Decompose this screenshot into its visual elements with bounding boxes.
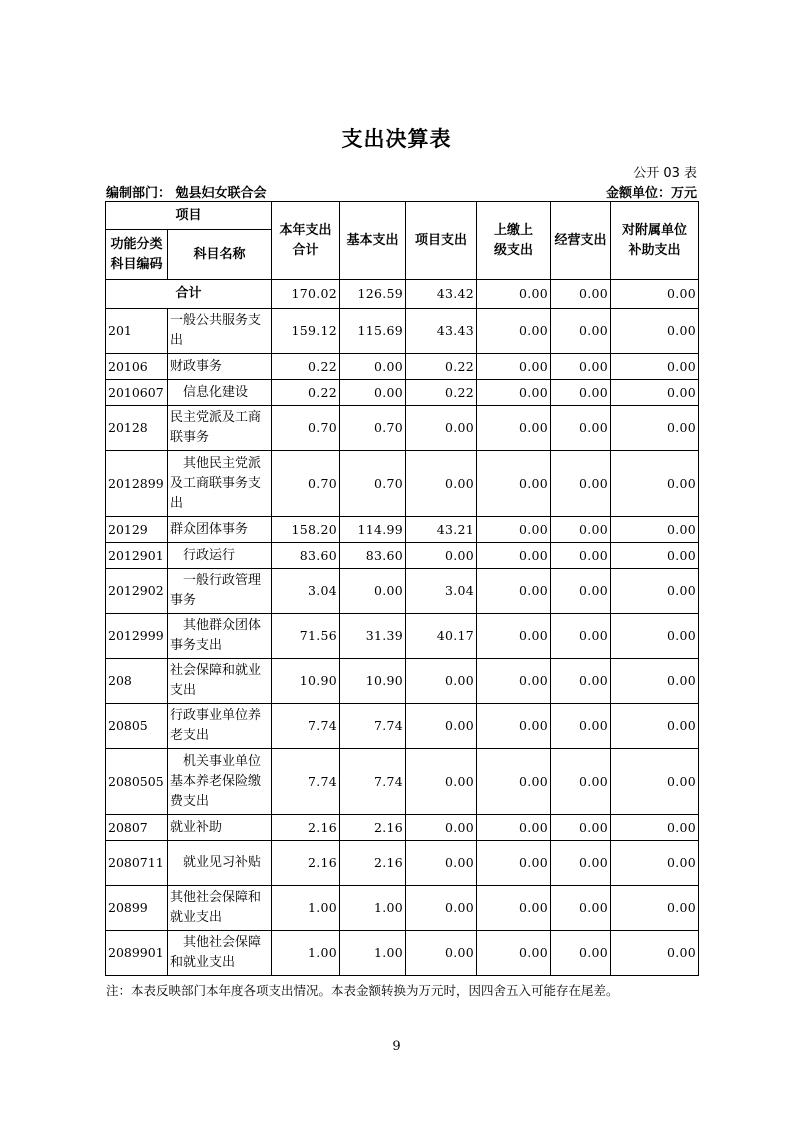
row-business: 0.00 — [551, 354, 611, 380]
row-basic: 0.00 — [340, 569, 406, 614]
row-name: 就业补助 — [168, 815, 272, 841]
row-remit: 0.00 — [477, 569, 551, 614]
row-project: 0.00 — [406, 886, 477, 931]
row-business: 0.00 — [551, 517, 611, 543]
row-subsidy: 0.00 — [611, 614, 699, 659]
row-project: 0.00 — [406, 841, 477, 886]
header-name: 科目名称 — [168, 230, 272, 280]
row-name: 信息化建设 — [168, 380, 272, 406]
total-label: 合计 — [106, 280, 272, 309]
row-total: 0.70 — [272, 451, 340, 517]
row-project: 0.00 — [406, 815, 477, 841]
table-row — [106, 659, 699, 704]
row-subsidy: 0.00 — [611, 354, 699, 380]
row-name: 行政事业单位养老支出 — [168, 704, 272, 749]
row-name: 社会保障和就业支出 — [168, 659, 272, 704]
table-row — [106, 380, 699, 406]
row-code: 20805 — [106, 704, 168, 749]
row-remit: 0.00 — [477, 354, 551, 380]
total-project: 43.42 — [406, 280, 477, 309]
row-basic: 115.69 — [340, 309, 406, 354]
row-business: 0.00 — [551, 569, 611, 614]
row-code: 20129 — [106, 517, 168, 543]
row-name: 一般行政管理事务 — [168, 569, 272, 614]
header-subsidy: 对附属单位补助支出 — [611, 202, 699, 280]
row-remit: 0.00 — [477, 614, 551, 659]
row-name: 其他群众团体事务支出 — [168, 614, 272, 659]
row-business: 0.00 — [551, 406, 611, 451]
amount-unit: 金额单位：万元 — [605, 186, 697, 201]
row-business: 0.00 — [551, 841, 611, 886]
row-business: 0.00 — [551, 543, 611, 569]
row-code: 20106 — [106, 354, 168, 380]
row-name: 行政运行 — [168, 543, 272, 569]
row-subsidy: 0.00 — [611, 451, 699, 517]
table-row — [106, 841, 699, 886]
row-project: 0.00 — [406, 704, 477, 749]
row-total: 7.74 — [272, 704, 340, 749]
row-code: 20807 — [106, 815, 168, 841]
header-item: 项目 — [106, 202, 272, 230]
row-basic: 0.70 — [340, 406, 406, 451]
table-row — [106, 614, 699, 659]
table-row — [106, 749, 699, 815]
form-number: 公开 03 表 — [633, 166, 697, 181]
page-number: 9 — [392, 1039, 401, 1054]
row-total: 10.90 — [272, 659, 340, 704]
row-basic: 0.00 — [340, 380, 406, 406]
row-project: 0.22 — [406, 380, 477, 406]
row-remit: 0.00 — [477, 309, 551, 354]
table-row — [106, 406, 699, 451]
row-basic: 114.99 — [340, 517, 406, 543]
total-amount: 170.02 — [272, 280, 340, 309]
row-remit: 0.00 — [477, 815, 551, 841]
row-code: 201 — [106, 309, 168, 354]
row-basic: 2.16 — [340, 841, 406, 886]
row-business: 0.00 — [551, 931, 611, 976]
row-name: 群众团体事务 — [168, 517, 272, 543]
row-project: 0.00 — [406, 659, 477, 704]
row-project: 0.00 — [406, 749, 477, 815]
row-total: 1.00 — [272, 886, 340, 931]
row-code: 2080711 — [106, 841, 168, 886]
row-basic: 7.74 — [340, 704, 406, 749]
row-project: 0.00 — [406, 406, 477, 451]
row-business: 0.00 — [551, 704, 611, 749]
row-remit: 0.00 — [477, 704, 551, 749]
page-title: 支出决算表 — [341, 127, 452, 151]
total-remit: 0.00 — [477, 280, 551, 309]
row-total: 0.22 — [272, 380, 340, 406]
row-name: 其他民主党派及工商联事务支出 — [168, 451, 272, 517]
row-name: 机关事业单位基本养老保险缴费支出 — [168, 749, 272, 815]
row-basic: 1.00 — [340, 886, 406, 931]
row-project: 0.00 — [406, 451, 477, 517]
row-project: 40.17 — [406, 614, 477, 659]
row-business: 0.00 — [551, 749, 611, 815]
row-business: 0.00 — [551, 659, 611, 704]
row-basic: 83.60 — [340, 543, 406, 569]
row-code: 2010607 — [106, 380, 168, 406]
table-row — [106, 309, 699, 354]
total-business: 0.00 — [551, 280, 611, 309]
department-label: 编制部门： — [106, 186, 172, 201]
row-total: 2.16 — [272, 841, 340, 886]
row-code: 2012902 — [106, 569, 168, 614]
row-remit: 0.00 — [477, 659, 551, 704]
row-name: 其他社会保障和就业支出 — [168, 886, 272, 931]
row-subsidy: 0.00 — [611, 309, 699, 354]
row-subsidy: 0.00 — [611, 841, 699, 886]
row-code: 20128 — [106, 406, 168, 451]
header-basic: 基本支出 — [340, 202, 406, 280]
row-name: 一般公共服务支出 — [168, 309, 272, 354]
row-total: 83.60 — [272, 543, 340, 569]
row-project: 3.04 — [406, 569, 477, 614]
header-remit: 上缴上级支出 — [477, 202, 551, 280]
table-row — [106, 569, 699, 614]
row-name: 其他社会保障和就业支出 — [168, 931, 272, 976]
row-subsidy: 0.00 — [611, 931, 699, 976]
row-subsidy: 0.00 — [611, 749, 699, 815]
row-remit: 0.00 — [477, 380, 551, 406]
row-remit: 0.00 — [477, 886, 551, 931]
row-name: 就业见习补贴 — [168, 841, 272, 886]
header-code: 功能分类科目编码 — [106, 230, 168, 280]
row-basic: 0.00 — [340, 354, 406, 380]
department-line — [106, 182, 267, 201]
row-total: 1.00 — [272, 931, 340, 976]
row-total: 71.56 — [272, 614, 340, 659]
row-remit: 0.00 — [477, 451, 551, 517]
row-basic: 2.16 — [340, 815, 406, 841]
row-business: 0.00 — [551, 886, 611, 931]
table-row — [106, 451, 699, 517]
row-remit: 0.00 — [477, 406, 551, 451]
row-business: 0.00 — [551, 380, 611, 406]
table-row — [106, 704, 699, 749]
row-remit: 0.00 — [477, 543, 551, 569]
row-project: 43.21 — [406, 517, 477, 543]
total-row — [106, 280, 699, 309]
row-total: 0.70 — [272, 406, 340, 451]
row-basic: 7.74 — [340, 749, 406, 815]
row-business: 0.00 — [551, 309, 611, 354]
row-name: 财政事务 — [168, 354, 272, 380]
footnote: 注：本表反映部门本年度各项支出情况。本表金额转换为万元时，因四舍五入可能存在尾差。 — [106, 983, 619, 998]
total-basic: 126.59 — [340, 280, 406, 309]
row-code: 2012899 — [106, 451, 168, 517]
row-business: 0.00 — [551, 451, 611, 517]
table-row — [106, 886, 699, 931]
row-total: 159.12 — [272, 309, 340, 354]
row-remit: 0.00 — [477, 749, 551, 815]
row-name: 民主党派及工商联事务 — [168, 406, 272, 451]
row-subsidy: 0.00 — [611, 815, 699, 841]
total-subsidy: 0.00 — [611, 280, 699, 309]
row-basic: 1.00 — [340, 931, 406, 976]
row-subsidy: 0.00 — [611, 704, 699, 749]
row-subsidy: 0.00 — [611, 886, 699, 931]
row-code: 20899 — [106, 886, 168, 931]
row-project: 43.43 — [406, 309, 477, 354]
row-total: 7.74 — [272, 749, 340, 815]
table-row — [106, 517, 699, 543]
row-subsidy: 0.00 — [611, 380, 699, 406]
row-remit: 0.00 — [477, 931, 551, 976]
row-remit: 0.00 — [477, 517, 551, 543]
row-basic: 0.70 — [340, 451, 406, 517]
table-row — [106, 543, 699, 569]
row-subsidy: 0.00 — [611, 543, 699, 569]
row-code: 2080505 — [106, 749, 168, 815]
row-total: 3.04 — [272, 569, 340, 614]
table-row — [106, 354, 699, 380]
table-row — [106, 931, 699, 976]
row-total: 2.16 — [272, 815, 340, 841]
row-business: 0.00 — [551, 815, 611, 841]
row-code: 2089901 — [106, 931, 168, 976]
row-subsidy: 0.00 — [611, 406, 699, 451]
header-total: 本年支出合计 — [272, 202, 340, 280]
row-subsidy: 0.00 — [611, 569, 699, 614]
row-project: 0.22 — [406, 354, 477, 380]
header-project: 项目支出 — [406, 202, 477, 280]
row-remit: 0.00 — [477, 841, 551, 886]
row-code: 2012901 — [106, 543, 168, 569]
table-row — [106, 815, 699, 841]
row-total: 0.22 — [272, 354, 340, 380]
row-project: 0.00 — [406, 931, 477, 976]
row-total: 158.20 — [272, 517, 340, 543]
row-code: 2012999 — [106, 614, 168, 659]
department-name: 勉县妇女联合会 — [175, 186, 267, 201]
row-project: 0.00 — [406, 543, 477, 569]
expenditure-table — [105, 201, 699, 976]
header-business: 经营支出 — [551, 202, 611, 280]
row-subsidy: 0.00 — [611, 659, 699, 704]
row-basic: 31.39 — [340, 614, 406, 659]
row-basic: 10.90 — [340, 659, 406, 704]
row-code: 208 — [106, 659, 168, 704]
row-subsidy: 0.00 — [611, 517, 699, 543]
row-business: 0.00 — [551, 614, 611, 659]
